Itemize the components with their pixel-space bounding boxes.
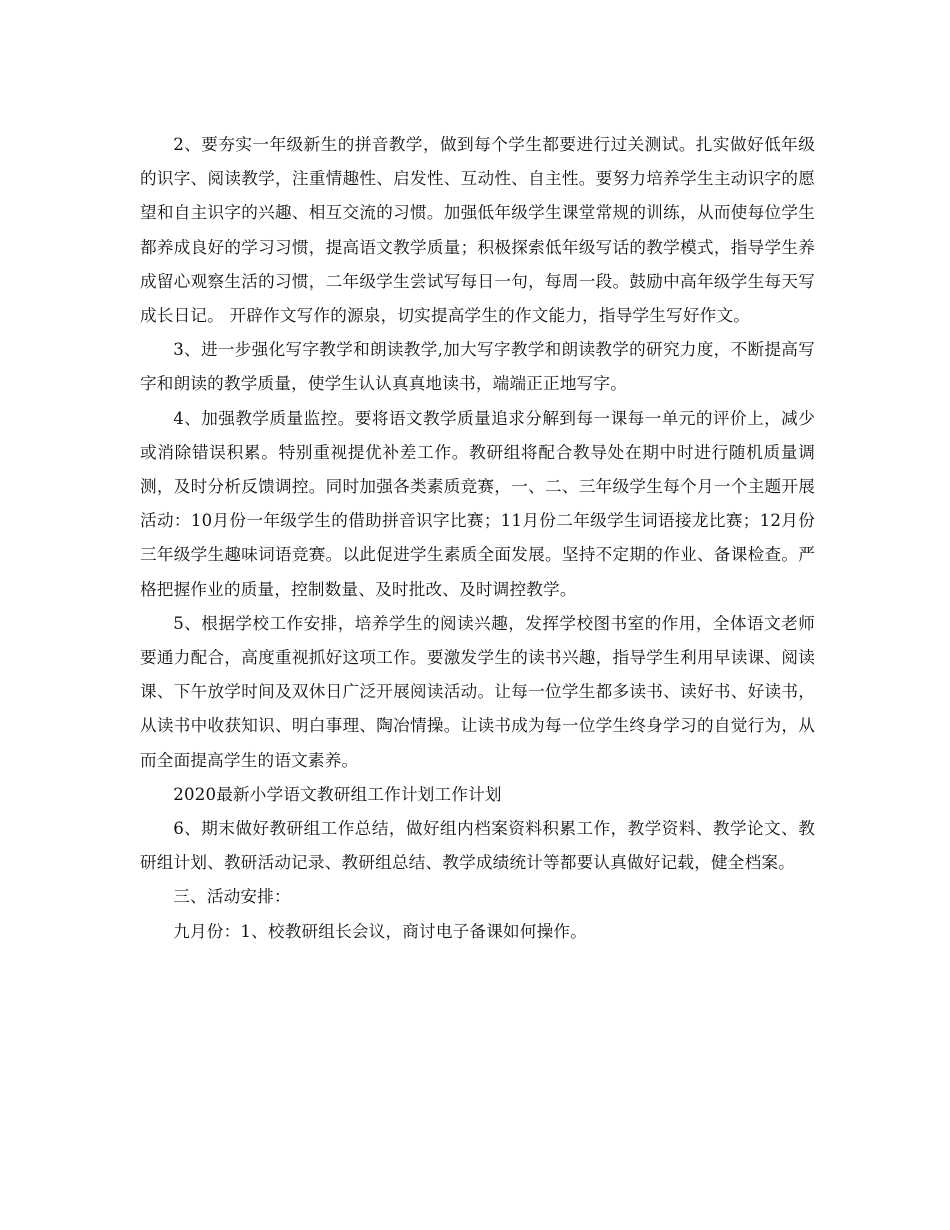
paragraph-item-5: 5、根据学校工作安排，培养学生的阅读兴趣，发挥学校图书室的作用，全体语文老师要通力配合，高度重视抓好这项工作。要激发学生的读书兴趣，指导学生利用早读课、阅读课、下午放学时间及双休日广泛开展阅读活动。让每一位学生都多读书、读好书、好读书，从读书中收获知识、明白事理、陶冶情操。让读书成为每一位学生终身学习的自觉行为，从而全面提高学生的语文素养。: [140, 613, 815, 770]
paragraph-item-6: 6、期末做好教研组工作总结，做好组内档案资料积累工作，教学资料、教学论文、教研组计划、教研活动记录、教研组总结、教学成绩统计等都要认真做好记载，健全档案。: [140, 819, 815, 873]
document-body: [140, 128, 815, 949]
paragraph-item-4: 4、加强教学质量监控。要将语文教学质量追求分解到每一课每一单元的评价上，减少或消除错误积累。特别重视提优补差工作。教研组将配合教导处在期中时进行随机质量调测，及时分析反馈调控。同时加强各类素质竞赛，一、二、三年级学生每个月一个主题开展活动：10月份一年级学生的借助拼音识字比赛；11月份二年级学生词语接龙比赛；12月份三年级学生趣味词语竞赛。以此促进学生素质全面发展。坚持不定期的作业、备课检查。严格把握作业的质量，控制数量、及时批改、及时调控教学。: [140, 408, 815, 599]
paragraph-item-3: 3、进一步强化写字教学和朗读教学,加大写字教学和朗读教学的研究力度，不断提高写字和朗读的教学质量，使学生认认真真地读书，端端正正地写字。: [140, 340, 815, 394]
section-heading-activities: 三、活动安排：: [173, 887, 291, 907]
paragraph-item-2: 2、要夯实一年级新生的拼音教学，做到每个学生都要进行过关测试。扎实做好低年级的识字、阅读教学，注重情趣性、启发性、互动性、自主性。要努力培养学生主动识字的愿望和自主识字的兴趣、相互交流的习惯。加强低年级学生课堂常规的训练，从而使每位学生都养成良好的学习习惯，提高语文教学质量；积极探索低年级写话的教学模式，指导学生养成留心观察生活的习惯，二年级学生尝试写每日一句，每周一段。鼓励中高年级学生每天写成长日记。 开辟作文写作的源泉，切实提高学生的作文能力，指导学生写好作文。: [140, 135, 815, 326]
section-title-line: 2020最新小学语文教研组工作计划工作计划: [173, 784, 502, 804]
activity-september: 九月份：1、校教研组长会议，商讨电子备课如何操作。: [173, 921, 587, 941]
